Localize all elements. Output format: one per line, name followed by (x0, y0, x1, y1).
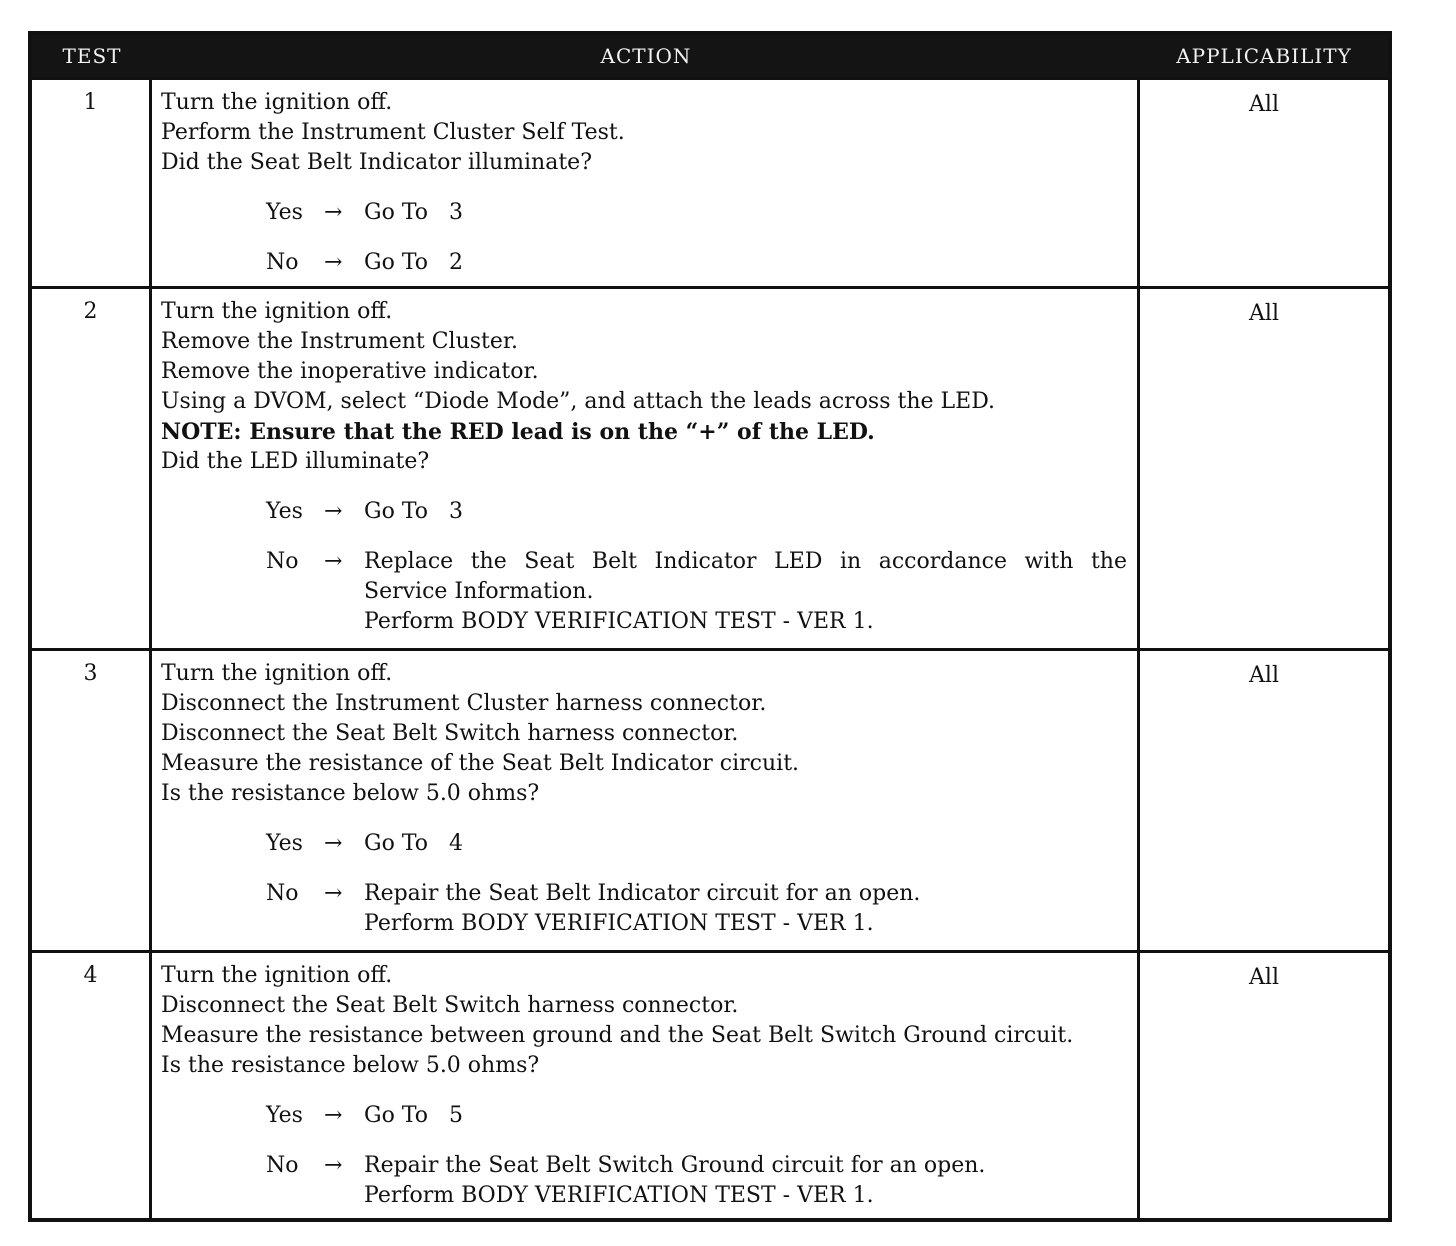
action-cell (152, 289, 1140, 648)
table-header (32, 35, 1388, 77)
result-text: Go To 5 (364, 1103, 463, 1128)
result-text: Repair the Seat Belt Switch Ground circuit for an open. (364, 1153, 986, 1178)
no-label: No (266, 549, 299, 574)
step-text: Remove the Instrument Cluster. (161, 329, 518, 354)
step-text: Perform the Instrument Cluster Self Test. (161, 120, 625, 145)
yes-label: Yes (266, 1103, 303, 1128)
result-text: Perform BODY VERIFICATION TEST - VER 1. (364, 911, 874, 936)
result-text: Replace the Seat Belt Indicator LED in accordance with the (364, 549, 1127, 574)
result-text: Go To 3 (364, 499, 463, 524)
yes-label: Yes (266, 200, 303, 225)
arrow-icon: → (324, 549, 343, 574)
header-applicability: APPLICABILITY (1176, 44, 1352, 68)
arrow-icon: → (324, 200, 343, 225)
step-text: Turn the ignition off. (161, 661, 393, 686)
step-text: Remove the inoperative indicator. (161, 359, 539, 384)
step-text: Turn the ignition off. (161, 963, 393, 988)
step-text: Measure the resistance between ground and the Seat Belt Switch Ground circuit. (161, 1023, 1074, 1048)
arrow-icon: → (324, 1103, 343, 1128)
yes-result (161, 1101, 1127, 1131)
header-test: TEST (62, 44, 122, 68)
step-text: Did the Seat Belt Indicator illuminate? (161, 150, 592, 175)
yes-result (161, 829, 1127, 859)
step-text: Disconnect the Instrument Cluster harness connector. (161, 691, 767, 716)
result-text: Go To 4 (364, 831, 463, 856)
no-result (161, 547, 1127, 637)
yes-result (161, 497, 1127, 527)
table-row (32, 950, 1388, 1218)
applicability-cell: All (1249, 92, 1279, 117)
test-number: 1 (32, 80, 152, 286)
step-text: Is the resistance below 5.0 ohms? (161, 1053, 540, 1078)
table-row (32, 286, 1388, 648)
no-result (161, 879, 1127, 939)
no-result (161, 248, 1127, 278)
result-text: Service Information. (364, 579, 594, 604)
result-text: Go To 3 (364, 200, 463, 225)
table-row (32, 648, 1388, 950)
arrow-icon: → (324, 881, 343, 906)
yes-label: Yes (266, 499, 303, 524)
no-result (161, 1151, 1127, 1211)
applicability-cell: All (1249, 965, 1279, 990)
applicability-cell: All (1249, 663, 1279, 688)
no-label: No (266, 881, 299, 906)
test-number: 4 (32, 953, 152, 1219)
yes-label: Yes (266, 831, 303, 856)
note-text: NOTE: Ensure that the RED lead is on the “+” of the LED. (161, 419, 875, 445)
step-text: Disconnect the Seat Belt Switch harness connector. (161, 721, 739, 746)
yes-result (161, 198, 1127, 228)
arrow-icon: → (324, 250, 343, 275)
action-cell (152, 651, 1140, 950)
result-text: Go To 2 (364, 250, 463, 275)
action-cell (152, 80, 1140, 286)
test-number: 2 (32, 289, 152, 648)
step-text: Turn the ignition off. (161, 90, 393, 115)
diagnostic-table (28, 31, 1392, 1222)
header-action: ACTION (600, 44, 692, 68)
arrow-icon: → (324, 499, 343, 524)
result-text: Perform BODY VERIFICATION TEST - VER 1. (364, 1183, 874, 1208)
result-text: Perform BODY VERIFICATION TEST - VER 1. (364, 609, 874, 634)
arrow-icon: → (324, 1153, 343, 1178)
test-number: 3 (32, 651, 152, 950)
arrow-icon: → (324, 831, 343, 856)
step-text: Is the resistance below 5.0 ohms? (161, 781, 540, 806)
table-row (32, 77, 1388, 286)
step-text: Turn the ignition off. (161, 299, 393, 324)
step-text: Did the LED illuminate? (161, 449, 430, 474)
step-text: Using a DVOM, select “Diode Mode”, and attach the leads across the LED. (161, 389, 996, 414)
step-text: Measure the resistance of the Seat Belt Indicator circuit. (161, 751, 800, 776)
action-cell (152, 953, 1140, 1219)
result-text: Repair the Seat Belt Indicator circuit for an open. (364, 881, 921, 906)
no-label: No (266, 1153, 299, 1178)
applicability-cell: All (1249, 301, 1279, 326)
no-label: No (266, 250, 299, 275)
step-text: Disconnect the Seat Belt Switch harness connector. (161, 993, 739, 1018)
